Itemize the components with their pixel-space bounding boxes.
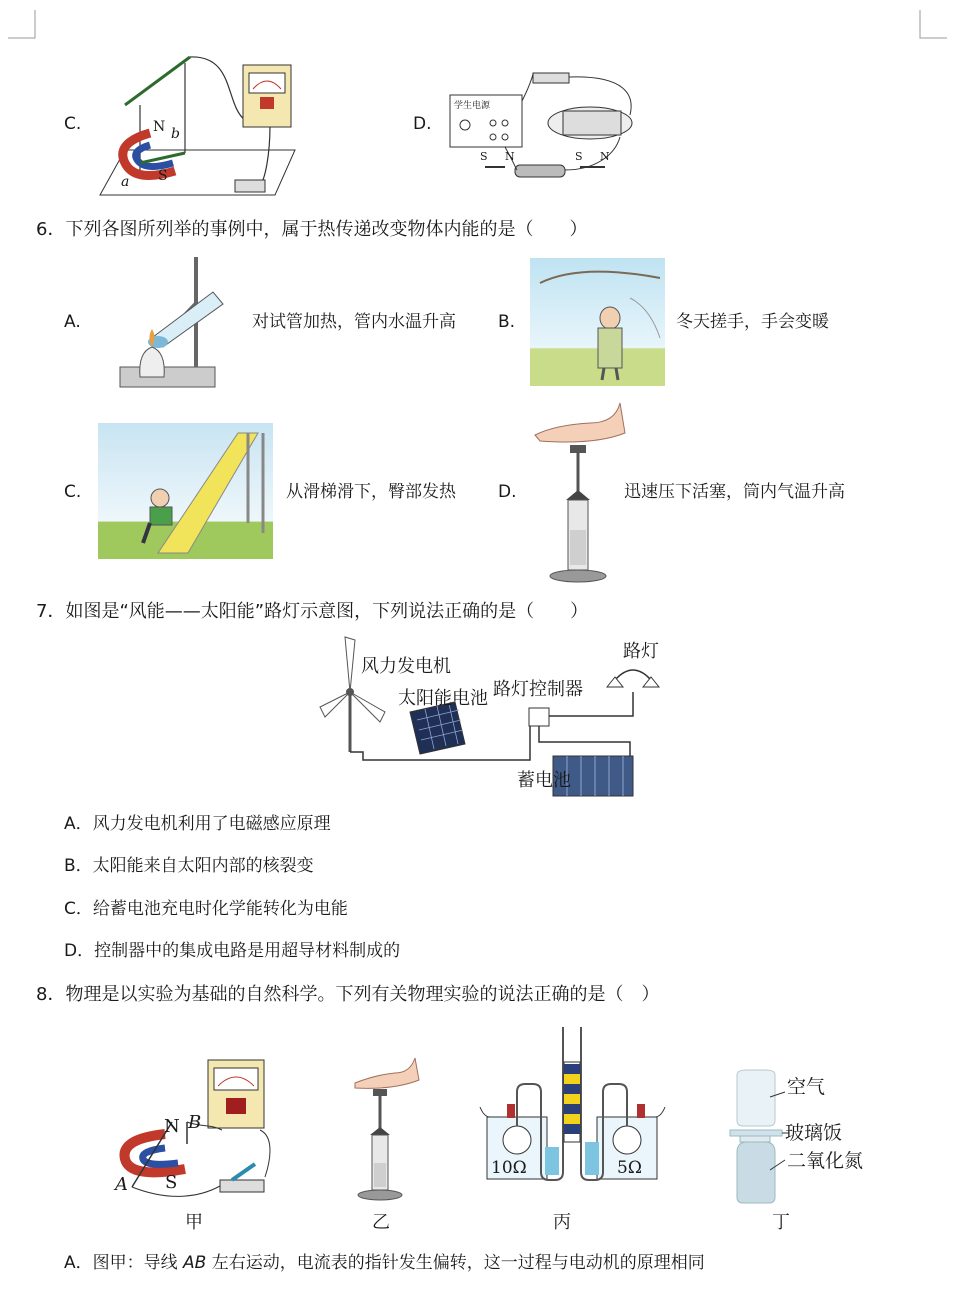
q6-option-b-text: 冬天搓手，手会变暖 bbox=[676, 312, 829, 332]
q8-bing-r2-label: 5Ω bbox=[617, 1158, 642, 1178]
q5d-n1-label: N bbox=[505, 150, 515, 163]
q5-option-d-label[interactable]: D. bbox=[413, 114, 432, 134]
q7-option-c[interactable]: C．给蓄电池充电时化学能转化为电能 bbox=[64, 899, 348, 919]
q8-figure-ding bbox=[725, 1070, 885, 1205]
q5c-a-label: a bbox=[121, 174, 130, 190]
q6-option-c-text: 从滑梯滑下，臀部发热 bbox=[286, 482, 456, 502]
q8-ding-no2-label: 二氧化氮 bbox=[787, 1150, 864, 1172]
q7-option-a[interactable]: A．风力发电机利用了电磁感应原理 bbox=[64, 814, 331, 834]
q5-option-c-label[interactable]: C. bbox=[64, 114, 82, 134]
q5-figure-d bbox=[445, 55, 645, 185]
q8-stem: 8．物理是以实验为基础的自然科学。下列有关物理实验的说法正确的是（ ） bbox=[36, 984, 660, 1005]
q8-option-a-suffix: 左右运动，电流表的指针发生偏转，这一过程与电动机的原理相同 bbox=[206, 1253, 705, 1273]
q7-wind-label: 风力发电机 bbox=[361, 656, 451, 677]
q8-option-a-ab: AB bbox=[183, 1253, 207, 1273]
q8-figure-jia bbox=[110, 1052, 280, 1202]
q6-option-d-text: 迅速压下活塞，筒内气温升高 bbox=[624, 482, 845, 502]
q6-option-d-label[interactable]: D. bbox=[498, 482, 517, 502]
q5d-s2-label: S bbox=[575, 150, 583, 163]
q6-option-c-label[interactable]: C. bbox=[64, 482, 82, 502]
q7-solar-label: 太阳能电池 bbox=[398, 688, 488, 709]
q6-slide-image bbox=[98, 423, 273, 559]
q8-jia-n-label: N bbox=[164, 1116, 180, 1137]
q5-figure-c bbox=[95, 45, 315, 200]
q8-jia-a-label: A bbox=[115, 1174, 128, 1195]
q8-figure-bing bbox=[475, 1022, 670, 1187]
q7-option-b[interactable]: B．太阳能来自太阳内部的核裂变 bbox=[64, 856, 314, 876]
q8-option-a[interactable] bbox=[64, 1255, 705, 1272]
q8-caption-jia: 甲 bbox=[185, 1212, 203, 1233]
q7-stem: 7．如图是“风能——太阳能”路灯示意图，下列说法正确的是（ ） bbox=[36, 601, 589, 622]
q7-controller-label: 路灯控制器 bbox=[493, 679, 583, 700]
q7-lamp-label: 路灯 bbox=[623, 641, 659, 662]
q8-jia-s-label: S bbox=[165, 1172, 178, 1193]
q6-option-b-label[interactable]: B. bbox=[498, 312, 516, 332]
q8-ding-air-label: 空气 bbox=[787, 1076, 826, 1098]
q6-test-tube-heating-image bbox=[118, 252, 238, 392]
q8-figure-yi-piston bbox=[345, 1055, 425, 1205]
q5d-n2-label: N bbox=[600, 150, 610, 163]
q6-rubbing-hands-image bbox=[530, 258, 665, 386]
q8-caption-yi: 乙 bbox=[372, 1212, 390, 1233]
q8-caption-ding: 丁 bbox=[772, 1212, 790, 1233]
q8-option-a-prefix: A．图甲：导线 bbox=[64, 1253, 184, 1273]
q7-option-d[interactable]: D．控制器中的集成电路是用超导材料制成的 bbox=[64, 941, 401, 961]
q5d-supply-label: 学生电源 bbox=[454, 101, 491, 111]
q6-option-a-label[interactable]: A. bbox=[64, 312, 81, 332]
q8-caption-bing: 丙 bbox=[553, 1212, 571, 1233]
q5c-s-label: S bbox=[158, 168, 168, 184]
q5d-s1-label: S bbox=[480, 150, 488, 163]
q5c-b-label: b bbox=[171, 126, 180, 142]
q8-jia-b-label: B bbox=[188, 1112, 202, 1133]
q6-stem: 6．下列各图所列举的事例中，属于热传递改变物体内能的是（ ） bbox=[36, 219, 588, 240]
corner-mark-left bbox=[0, 0, 40, 40]
q5c-n-label: N bbox=[153, 119, 166, 135]
q7-wind-solar-diagram bbox=[315, 632, 675, 802]
q7-battery-label: 蓄电池 bbox=[517, 770, 571, 791]
q6-option-a-text: 对试管加热，管内水温升高 bbox=[252, 312, 456, 332]
corner-mark-right bbox=[915, 0, 975, 40]
q8-bing-r1-label: 10Ω bbox=[491, 1158, 527, 1178]
q8-ding-glass-label: 玻璃饭 bbox=[785, 1122, 843, 1144]
q6-piston-image bbox=[530, 400, 625, 585]
